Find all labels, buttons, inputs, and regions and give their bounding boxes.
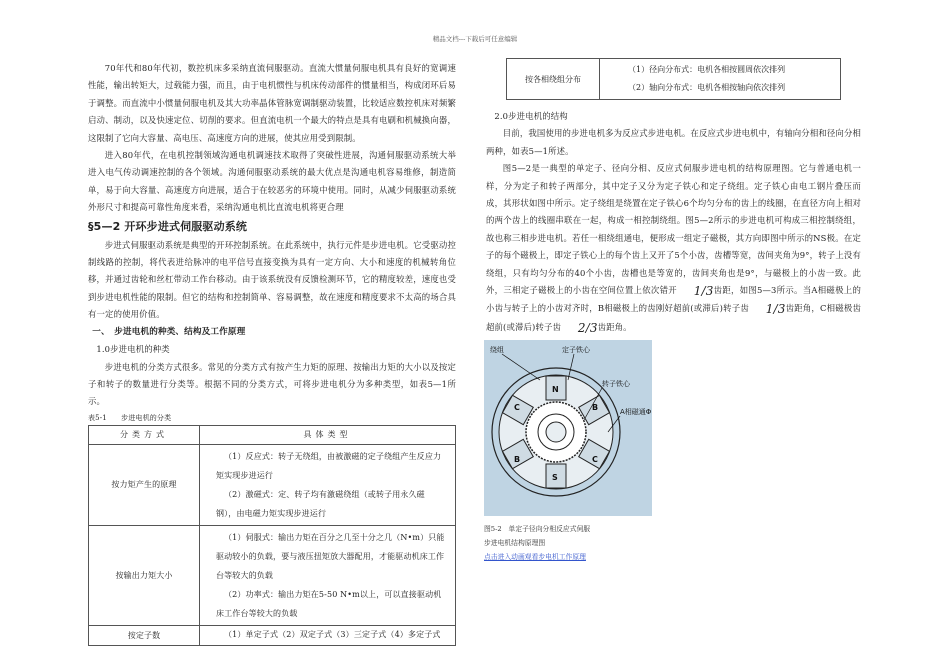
row-item: （2）功率式：输出力矩在5-50 N•m以上，可以直接驱动机床工作台等较大的负载 (216, 589, 442, 618)
svg-text:C: C (514, 403, 520, 412)
row-types (600, 59, 841, 100)
header-kind: 分类方式 (89, 425, 200, 444)
structure-text: 齿距，如图5—3所示。当A相磁极上的小齿与转子上的小齿对齐时，B相磁极上的齿刚好超前(或滞后)转子齿 (486, 285, 861, 314)
row-item: （1）径向分布式：电机各相按圆周依次排列 (628, 65, 786, 74)
paragraph-open-loop: 步进式伺服驱动系统是典型的开环控制系统。在此系统中，执行元件是步进电机。它受驱动控制线路的控制，将代表进给脉冲的电平信号直接变换为具有一定方向、大小和速度的机械转角位移，并通过齿轮和丝杠带动工作台移动。由于该系统没有反馈检测环节，它的精度较差，速度也受到步进电机性能的限制。但它的结构和控制简单、容易调整，故在速度和精度要求不太高的场合具有一定的使用价值。 (88, 239, 456, 320)
row-types (200, 525, 456, 625)
paragraph-classification: 步进电机的分类方式很多。常见的分类方式有按产生力矩的原理、按输出力矩的大小以及按定子和转子的数量进行分类等。根据不同的分类方式，可将步进电机分为多种类型，如表5—1所示。 (88, 361, 456, 407)
paragraph-reactive-motor: 目前，我国使用的步进电机多为反应式步进电机。在反应式步进电机中，有轴向分相和径向分相两种，如表5—1所述。 (486, 128, 861, 156)
table-header-row (89, 425, 456, 444)
svg-text:S: S (552, 473, 558, 482)
svg-text:C: C (592, 455, 598, 464)
row-types (200, 625, 456, 645)
label-stator: 定子铁心 (562, 346, 590, 354)
table-row (89, 444, 456, 525)
section-title: §5—2 开环步进式伺服驱动系统 (88, 219, 248, 233)
page-header: 精品文档---下载后可任意编辑 (432, 35, 518, 43)
table-row (507, 59, 841, 100)
classification-table (88, 425, 456, 646)
paragraph-ac-servo: 进入80年代，在电机控制领域沟通电机调速技术取得了突破性进展，沟通伺服驱动系统大举进入电气传动调速控制的各个领域。沟通伺服驱动系统的最大优点是沟通电机容易维修，制造简单，易于向大容量、高速度方向进展，适合于在较恶劣的环境中使用。同时，从减少伺服驱动系统外形尺寸和提高可靠性角度来看，采纳沟通电机比直流电机将更合理 (88, 150, 456, 213)
left-column (88, 60, 456, 646)
right-column (486, 108, 861, 337)
row-item: （2）轴向分布式：电机各相按轴向依次排列 (628, 83, 786, 92)
row-item: （2）激磁式：定、转子均有激磁绕组（或转子用永久磁钢），由电磁力矩实现步进运行 (216, 489, 425, 518)
caption-line-2: 步进电机结构原理图 (484, 539, 546, 547)
fraction-one-third: 1/3 (765, 302, 786, 317)
row-kind: 按各相绕组分布 (507, 59, 600, 100)
row-kind: 按输出力矩大小 (89, 525, 200, 625)
svg-text:N: N (552, 385, 559, 394)
row-item: （1）反应式：转子无绕组，由被激磁的定子绕组产生反应力矩实现步进运行 (216, 451, 442, 480)
table-caption: 表5-1 步进电机的分类 (88, 413, 172, 422)
row-kind: 按力矩产生的原理 (89, 444, 200, 525)
row-item: （1）伺服式：输出力矩在百分之几至十分之几（N•m）只能驱动较小的负载，要与液压扭矩放大器配用，才能驱动机床工作台等较大的负载 (216, 532, 445, 580)
distribution-table (506, 58, 841, 100)
header-type: 具体类型 (200, 425, 456, 444)
caption-line-1: 图5-2 单定子径向分相反应式伺服 (484, 525, 591, 533)
figure-caption (484, 522, 590, 564)
table-row (89, 625, 456, 645)
row-item: （1）单定子式（2）双定子式（3）三定子式（4）多定子式 (224, 630, 441, 640)
motor-diagram (484, 340, 652, 516)
row-types (200, 444, 456, 525)
subsection-title: 一、 步进电机的种类、结构及工作原理 (92, 326, 246, 337)
structure-text: 齿距角，C相磁极齿超前(或滞后)转子齿 (486, 303, 861, 332)
stepper-motor-figure (484, 340, 652, 516)
fraction-two-thirds: 2/3 (577, 320, 598, 335)
table-row (89, 525, 456, 625)
structure-text: 图5—2是一典型的单定子、径向分相、反应式伺服步进电机的结构原理图。它与普通电机一样，分为定子和转子两部分，其中定子又分为定子铁心和定子绕组。定子铁心由电工钢片叠压而成，其形状如图中所示。定子绕组是绕置在定子铁心6个均匀分布的齿上的线圈，在直径方向上相对的两个齿上的线圈串联在一起，构成一相控制绕组。图5—2所示的步进电机可构成三相控制绕组，故也称三相步进电机。若任一相绕组通电，便形成一组定子磁极，其方向即图中所示的NS极。在定子的每个磁极上，即定子铁心上的每个齿上又开了5个小齿，齿槽等宽，齿间夹角为9°，转子上没有绕组，只有均匀分布的40个小齿，齿槽也是等宽的，齿间夹角也是9°，与磁极上的小齿一致。此外，三相定子磁极上的小齿在空间位置上依次错开 (486, 163, 861, 296)
animation-link[interactable]: 点击进入动画观看步电机工作原理 (484, 553, 586, 561)
svg-text:B: B (514, 455, 521, 464)
structure-text: 齿距角。 (597, 321, 632, 332)
label-rotor: 转子铁心 (602, 380, 630, 388)
subheading-structure: 2.0步进电机的结构 (494, 111, 568, 121)
paragraph-structure (486, 160, 861, 337)
svg-text:B: B (592, 403, 599, 412)
row-kind: 按定子数 (89, 625, 200, 645)
subheading-types: 1.0步进电机的种类 (96, 344, 170, 355)
fraction-one-third: 1/3 (693, 284, 714, 299)
label-flux: A相磁通Φ (620, 408, 652, 416)
paragraph-dc-servo: 70年代和80年代初，数控机床多采纳直流伺服驱动。直流大惯量伺服电机具有良好的宽调速性能，输出转矩大，过载能力强，而且，由于电机惯性与机床传动部件的惯量相当，构成闭环后易于调整。而直流中小惯量伺服电机及其大功率晶体管脉宽调制驱动装置，比较适应数控机床对频繁启动、制动，以及快速定位、切削的要求。但直流电机一个最大的特点是具有电刷和机械换向器，这限制了它向大容量、高电压、高速度方向的进展，使其应用受到限制。 (88, 63, 456, 143)
label-winding: 绕组 (490, 346, 504, 354)
